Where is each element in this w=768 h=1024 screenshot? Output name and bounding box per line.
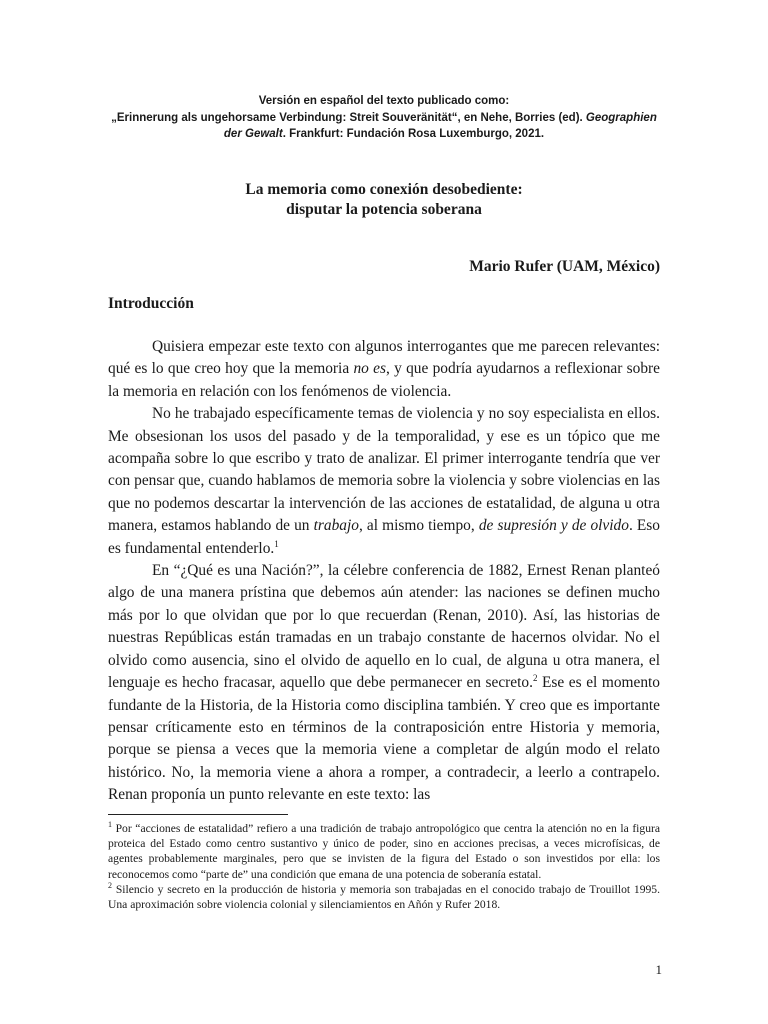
publication-note	[108, 93, 660, 143]
footnote-2	[108, 882, 660, 912]
publication-note-citation	[108, 110, 660, 143]
title-line2: disputar la potencia soberana	[286, 201, 482, 218]
footnote-ref-2[interactable]: 2	[532, 672, 538, 683]
footnote-number: 1	[108, 820, 112, 830]
citation-book-title: Geographien der Gewalt	[223, 111, 657, 140]
title-line1: La memoria como conexión desobediente:	[245, 181, 523, 198]
paragraph-text: Quisiera empezar este texto con algunos interrogantes que me parecen relevantes: qué es lo que creo hoy que la memoria	[108, 338, 660, 378]
publication-note-line1: Versión en español del texto publicado como:	[258, 95, 510, 107]
footnotes	[108, 821, 660, 912]
emphasis-text: de supresión y de olvido	[478, 517, 629, 535]
footnote-text: Por “acciones de estatalidad” refiero a una tradición de trabajo antropológico que centra la atención no en la figura proteica del Estado como centro sustantivo y único de poder, sino en acciones precisas, a veces microfísicas, de agentes probablemente marginales, pero que se invisten de la figura del Estado o son investidos por ella: los reconocemos como “parte de” una condición que emana de una potencia de soberanía estatal.	[108, 822, 660, 881]
paragraph-text: . Eso es fundamental entenderlo.	[108, 517, 660, 557]
paragraph-1	[108, 336, 660, 403]
citation-text: „Erinnerung als ungehorsame Verbindung: Streit Souveränität“, en Nehe, Borries (ed).	[111, 111, 586, 124]
section-heading: Introducción	[108, 295, 194, 312]
paragraph-text: , y que podría ayudarnos a reflexionar sobre la memoria en relación con los fenómenos de violencia.	[108, 360, 661, 400]
paragraph-text: , al mismo tiempo,	[358, 517, 479, 535]
paragraph-text: Ese es el momento fundante de la Historia, de la Historia como disciplina también. Y creo que es importante pensar críticamente esto en términos de la contraposición entre Historia y memoria, porque se piensa a veces que la memoria viene a completar de algún modo el relato histórico. No, la memoria viene a ahora a romper, a contradecir, a leerlo a contrapelo. Renan proponía un punto relevante en este texto: las	[108, 674, 660, 804]
footnote-divider	[108, 814, 288, 815]
footnote-1	[108, 821, 660, 882]
page-number: 1	[655, 962, 662, 977]
citation-publisher: . Frankfurt: Fundación Rosa Luxemburgo, 2021.	[282, 128, 545, 140]
footnote-ref-1[interactable]: 1	[274, 538, 279, 549]
footnote-text: Silencio y secreto en la producción de historia y memoria son trabajadas en el conocido trabajo de Trouillot 1995. Una aproximación sobre violencia colonial y silenciamientos en Añón y Rufer 2018.	[108, 882, 660, 912]
paragraph-2	[108, 403, 660, 560]
paragraph-3	[108, 560, 660, 806]
paragraph-text: No he trabajado específicamente temas de violencia y no soy especialista en ellos. Me obsesionan los usos del pasado y de la temporalidad, y ese es un tópico que me acompaña sobre lo que escribo y trato de analizar. El primer interrogante tendría que ver con pensar que, cuando hablamos de memoria sobre la violencia y sobre violencias en las que no podemos descartar la intervención de las acciones de estatalidad, de alguna u otra manera, estamos hablando de un	[108, 405, 660, 535]
document-title	[108, 180, 660, 220]
author-line: Mario Rufer (UAM, México)	[469, 258, 660, 275]
body-text	[108, 336, 660, 807]
emphasis-text: no es	[353, 360, 386, 378]
paragraph-text: En “¿Qué es una Nación?”, la célebre conferencia de 1882, Ernest Renan planteó algo de una manera prístina que debemos aún atender: las naciones se definen mucho más por lo que olvidan que por lo que recuerdan (Renan, 2010). Así, las historias de nuestras Repúblicas están tramadas en un trabajo constante de hacernos olvidar. No el olvido como ausencia, sino el olvido de aquello en lo cual, de alguna u otra manera, el lenguaje es hecho fracasar, aquello que debe permanecer en secreto.	[108, 562, 660, 692]
emphasis-text: trabajo	[313, 517, 359, 535]
footnote-number: 2	[108, 880, 112, 890]
